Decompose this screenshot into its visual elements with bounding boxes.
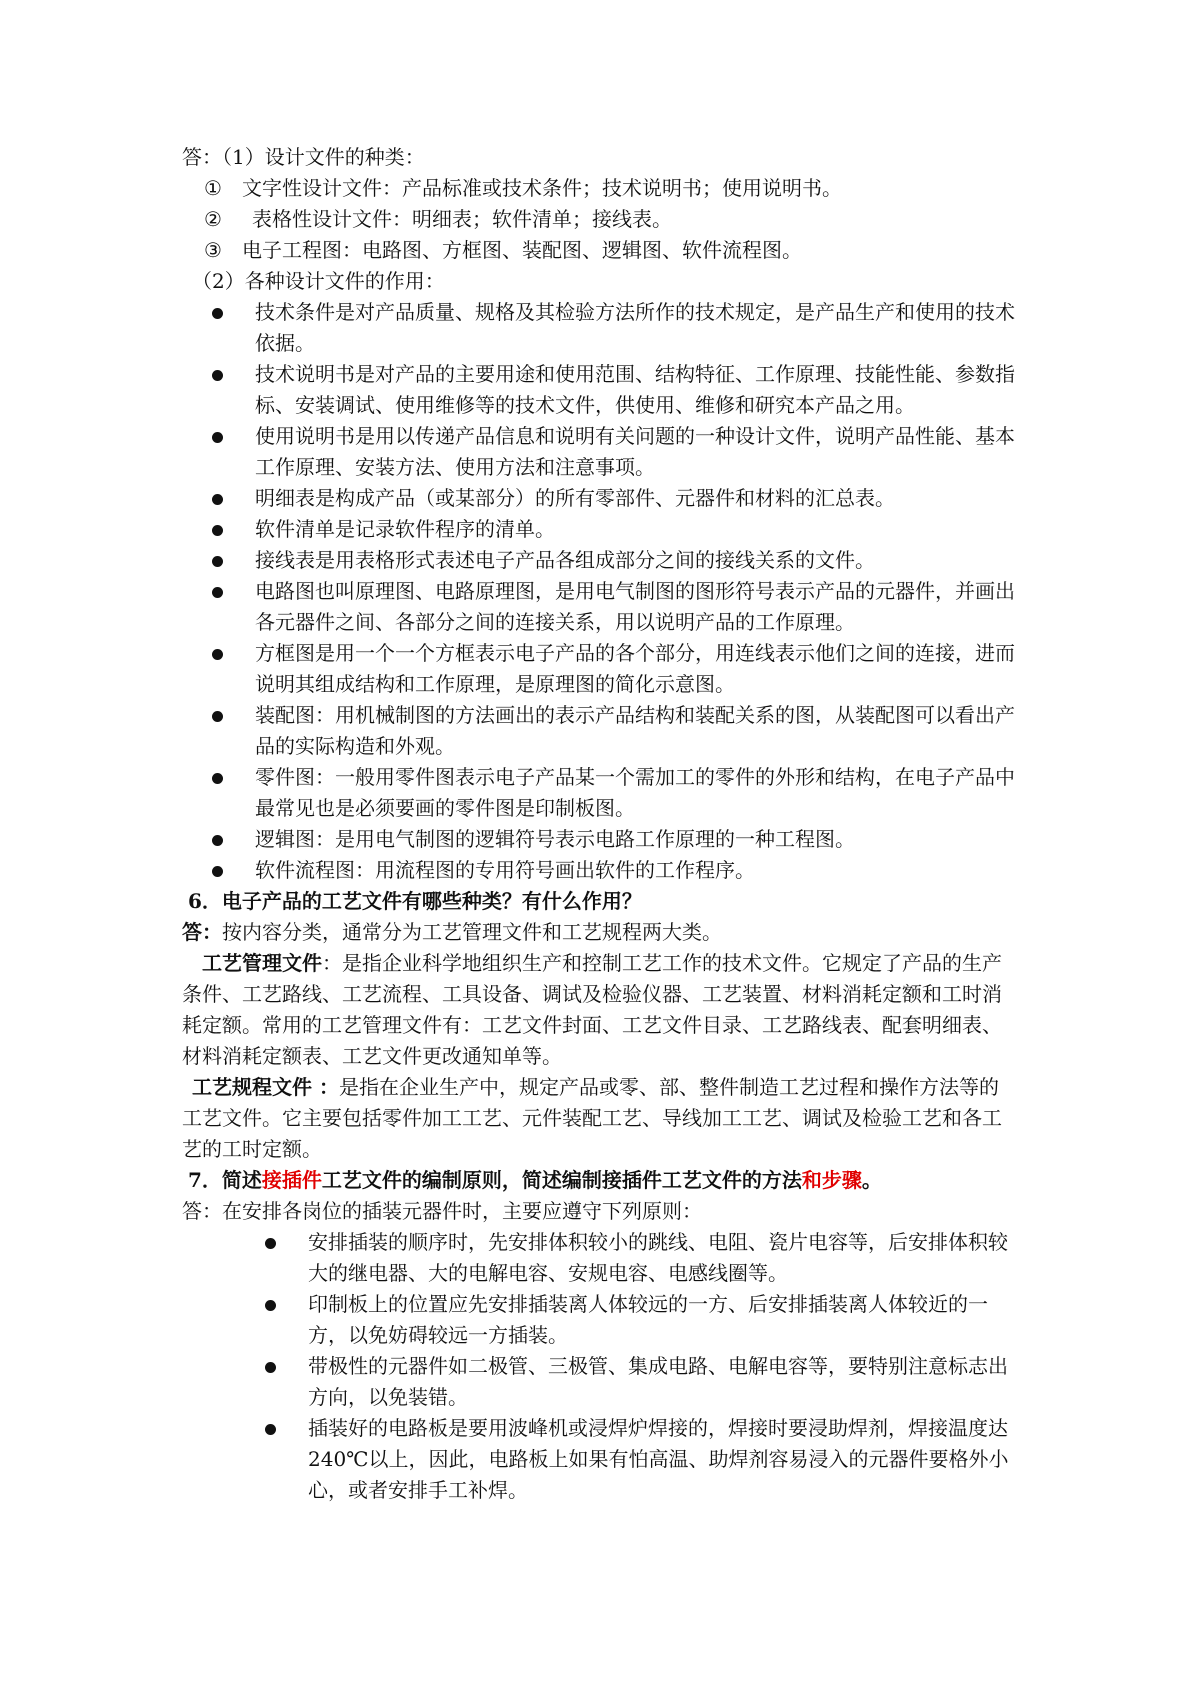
roles-heading: （2）各种设计文件的作用： xyxy=(192,269,445,293)
answer-label: 答： xyxy=(182,920,222,944)
question-6: 6．电子产品的工艺文件有哪些种类？有什么作用？ xyxy=(188,889,642,913)
roles-list xyxy=(182,297,1017,886)
design-type-text: 文字性设计文件：产品标准或技术条件；技术说明书；使用说明书。 xyxy=(242,176,842,200)
list-item: 插装好的电路板是要用波峰机或浸焊炉焊接的，焊接时要浸助焊剂，焊接温度达240℃以上，因此，电路板上如果有怕高温、助焊剂容易浸入的元器件要格外小心，或者安排手工补焊。 xyxy=(182,1413,1017,1506)
list-item: 带极性的元器件如二极管、三极管、集成电路、电解电容等，要特别注意标志出方向，以免装错。 xyxy=(182,1351,1017,1413)
list-item: 接线表是用表格形式表述电子产品各组成部分之间的接线关系的文件。 xyxy=(182,545,1017,576)
rules-text: 是指在企业生产中，规定产品或零、部、整件制造工艺过程和操作方法等的工艺文件。它主要包括零件加工工艺、元件装配工艺、导线加工工艺、调试及检验工艺和各工艺的工时定额。 xyxy=(182,1075,1002,1161)
rules-paragraph xyxy=(182,1072,1017,1165)
list-item: 使用说明书是用以传递产品信息和说明有关问题的一种设计文件，说明产品性能、基本工作原理、安装方法、使用方法和注意事项。 xyxy=(182,421,1017,483)
design-type-text: 电子工程图：电路图、方框图、装配图、逻辑图、软件流程图。 xyxy=(242,238,802,262)
circled-number: ① xyxy=(204,176,222,200)
list-item: 技术说明书是对产品的主要用途和使用范围、结构特征、工作原理、技能性能、参数指标、安装调试、使用维修等的技术文件，供使用、维修和研究本产品之用。 xyxy=(182,359,1017,421)
design-type-item xyxy=(204,204,1017,235)
answer-line-6 xyxy=(182,917,1017,948)
list-item: 印制板上的位置应先安排插装离人体较远的一方、后安排插装离人体较近的一方，以免妨碍较远一方插装。 xyxy=(182,1289,1017,1351)
question-7 xyxy=(182,1165,1017,1196)
answer-line-7: 答：在安排各岗位的插装元器件时，主要应遵守下列原则： xyxy=(182,1199,702,1223)
list-item: 方框图是用一个一个方框表示电子产品的各个部分，用连线表示他们之间的连接，进而说明其组成结构和工作原理，是原理图的简化示意图。 xyxy=(182,638,1017,700)
design-type-item xyxy=(204,235,1017,266)
question-7-highlight: 和步骤 xyxy=(801,1168,862,1192)
answer-text: 按内容分类，通常分为工艺管理文件和工艺规程两大类。 xyxy=(222,920,722,944)
list-item: 软件清单是记录软件程序的清单。 xyxy=(182,514,1017,545)
document-body xyxy=(182,142,1017,1506)
list-item: 电路图也叫原理图、电路原理图，是用电气制图的图形符号表示产品的元器件，并画出各元器件之间、各部分之间的连接关系，用以说明产品的工作原理。 xyxy=(182,576,1017,638)
list-item: 软件流程图：用流程图的专用符号画出软件的工作程序。 xyxy=(182,855,1017,886)
mgmt-paragraph xyxy=(182,948,1017,1072)
mgmt-text: ：是指企业科学地组织生产和控制工艺工作的技术文件。它规定了产品的生产条件、工艺路线、工艺流程、工具设备、调试及检验仪器、工艺装置、材料消耗定额和工时消耗定额。常用的工艺管理文件有：工艺文件封面、工艺文件目录、工艺路线表、配套明细表、材料消耗定额表、工艺文件更改通知单等。 xyxy=(182,951,1002,1068)
rules-label: 工艺规程文件 ： xyxy=(192,1075,339,1099)
principles-list xyxy=(182,1227,1017,1506)
question-7-part: 。 xyxy=(861,1168,882,1192)
list-item: 明细表是构成产品（或某部分）的所有零部件、元器件和材料的汇总表。 xyxy=(182,483,1017,514)
question-7-part: 工艺文件的编制原则，简述编制接插件工艺文件的方法 xyxy=(321,1168,802,1192)
design-type-item xyxy=(204,173,1017,204)
list-item: 装配图：用机械制图的方法画出的表示产品结构和装配关系的图，从装配图可以看出产品的实际构造和外观。 xyxy=(182,700,1017,762)
question-7-highlight: 接插件 xyxy=(261,1168,322,1192)
circled-number: ③ xyxy=(204,238,222,262)
list-item: 零件图：一般用零件图表示电子产品某一个需加工的零件的外形和结构，在电子产品中最常见也是必须要画的零件图是印制板图。 xyxy=(182,762,1017,824)
circled-number: ② xyxy=(204,207,222,231)
question-7-part: 7．简述 xyxy=(188,1168,262,1192)
list-item: 逻辑图：是用电气制图的逻辑符号表示电路工作原理的一种工程图。 xyxy=(182,824,1017,855)
design-type-text: 表格性设计文件：明细表；软件清单；接线表。 xyxy=(252,207,672,231)
mgmt-label: 工艺管理文件 xyxy=(202,951,322,975)
answer-line-5: 答：（1）设计文件的种类： xyxy=(182,145,425,169)
list-item: 安排插装的顺序时，先安排体积较小的跳线、电阻、瓷片电容等，后安排体积较大的继电器、大的电解电容、安规电容、电感线圈等。 xyxy=(182,1227,1017,1289)
list-item: 技术条件是对产品质量、规格及其检验方法所作的技术规定，是产品生产和使用的技术依据。 xyxy=(182,297,1017,359)
